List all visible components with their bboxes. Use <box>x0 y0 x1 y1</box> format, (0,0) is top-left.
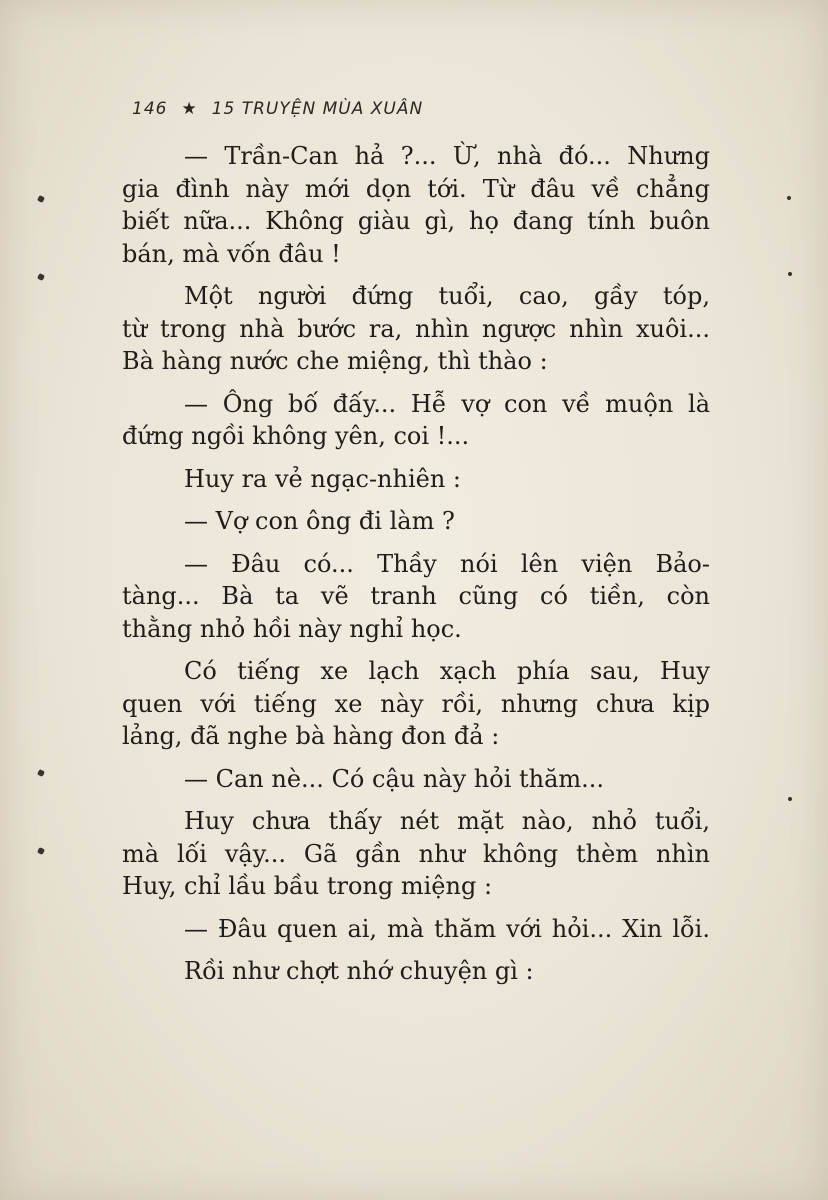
body-text <box>122 140 710 998</box>
paragraph <box>122 763 710 796</box>
text-line: — Ông bố đấy... Hễ vợ con về muộn là <box>184 389 710 418</box>
text-line: tàng... Bà ta vẽ tranh cũng có tiền, còn <box>122 582 710 610</box>
paper-speck <box>786 195 791 200</box>
text-line: — Đâu có... Thầy nói lên viện Bảo- <box>184 549 710 578</box>
paper-speck <box>37 273 45 281</box>
text-line: mà lối vậy... Gã gần như không thèm nhìn <box>122 839 710 868</box>
paper-speck <box>37 769 45 777</box>
paragraph <box>122 505 710 538</box>
text-line: quen với tiếng xe này rồi, nhưng chưa kịp <box>122 689 710 718</box>
text-line: đứng ngồi không yên, coi !... <box>122 422 470 450</box>
text-line: Huy, chỉ lầu bầu trong miệng : <box>122 872 493 900</box>
paragraph <box>122 913 710 946</box>
paragraph <box>122 280 710 378</box>
text-line: — Vợ con ông đi làm ? <box>184 507 455 535</box>
star-icon: ★ <box>181 99 198 119</box>
paragraph <box>122 548 710 646</box>
text-line: — Trần-Can hả ?... Ừ, nhà đó... Nhưng <box>184 142 710 170</box>
paper-speck <box>37 847 45 855</box>
text-line: biết nữa... Không giàu gì, họ đang tính buôn <box>122 207 710 235</box>
paragraph <box>122 955 710 988</box>
text-line: Huy chưa thấy nét mặt nào, nhỏ tuổi, <box>184 807 710 835</box>
text-line: Có tiếng xe lạch xạch phía sau, Huy <box>184 657 710 685</box>
text-line: bán, mà vốn đâu ! <box>122 239 341 268</box>
text-line: — Đâu quen ai, mà thăm với hỏi... Xin lỗi. <box>184 914 710 943</box>
paragraph <box>122 463 710 496</box>
book-title: 15 TRUYỆN MÙA XUÂN <box>211 99 424 119</box>
page-number: 146 <box>132 99 168 119</box>
text-line: — Can nè... Có cậu này hỏi thăm... <box>184 764 605 793</box>
text-line: lảng, đã nghe bà hàng đon đả : <box>122 722 500 750</box>
paragraph <box>122 805 710 903</box>
paper-speck <box>787 796 792 801</box>
paragraph <box>122 140 710 270</box>
text-line: gia đình này mới dọn tới. Từ đâu về chẳng <box>122 174 710 203</box>
text-line: Bà hàng nước che miệng, thì thào : <box>122 347 548 375</box>
text-line: Một người đứng tuổi, cao, gầy tóp, <box>184 282 710 310</box>
running-header <box>132 99 423 119</box>
paper-speck <box>37 195 45 203</box>
paper-speck <box>787 271 792 276</box>
paragraph <box>122 655 710 753</box>
paragraph <box>122 388 710 453</box>
text-line: thằng nhỏ hồi này nghỉ học. <box>122 614 462 643</box>
text-line: từ trong nhà bước ra, nhìn ngược nhìn xuôi... <box>122 314 710 343</box>
text-line: Huy ra vẻ ngạc-nhiên : <box>184 464 462 493</box>
text-line: Rồi như chợt nhớ chuyện gì : <box>184 957 534 985</box>
